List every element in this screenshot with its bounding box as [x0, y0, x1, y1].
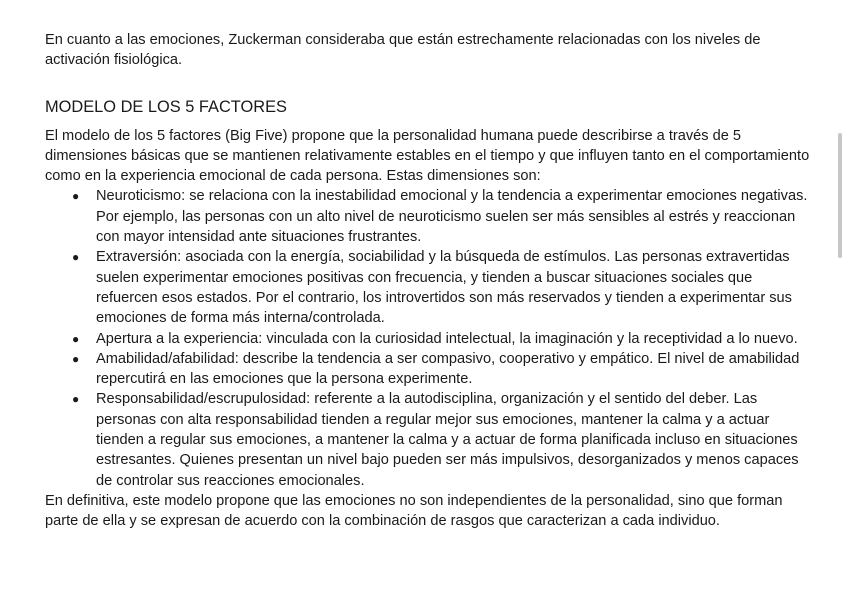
section-heading: MODELO DE LOS 5 FACTORES [45, 97, 287, 116]
vertical-scrollbar[interactable] [838, 133, 842, 258]
list-item-text: Apertura a la experiencia: vinculada con la curiosidad intelectual, la imaginación y la receptividad a lo nuevo. [96, 330, 798, 347]
list-item-extraversion [45, 247, 815, 328]
bullet-icon: ● [72, 351, 80, 366]
list-item-text: Amabilidad/afabilidad: describe la tendencia a ser compasivo, cooperativo y empático. El nivel de amabilidad repercutirá en las emociones que la persona experimente. [96, 350, 800, 388]
list-item-apertura [45, 329, 815, 349]
list-item-text: Extraversión: asociada con la energía, sociabilidad y la búsqueda de estímulos. Las personas extravertidas suelen experimentar emociones positivas con frecuencia, y tienden a buscar situaciones sociales que refuercen esos estados. Por el contrario, los introvertidos son más reservados y tienden a experimentar sus emociones de forma más interna/controlada. [96, 249, 792, 327]
lead-paragraph: El modelo de los 5 factores (Big Five) propone que la personalidad humana puede describirse a través de 5 dimensiones básicas que se mantienen relativamente estables en el tiempo y que influyen tanto en el comportamiento como en la experiencia emocional de cada persona. Estas dimensiones son: [45, 127, 810, 185]
list-item-neuroticismo [45, 186, 815, 247]
bullet-icon: ● [72, 250, 80, 265]
list-item-text: Responsabilidad/escrupulosidad: referente a la autodisciplina, organización y el sentido del deber. Las personas con alta responsabilidad tienden a regular mejor sus emociones, mantener la calma y a actuar tienden a regular sus emociones, a mantener la calma y a actuar de forma planificada incluso en situaciones estresantes. Quienes presentan un nivel bajo pueden ser más impulsivos, desorganizados y menos capaces de controlar sus reacciones emocionales. [96, 391, 799, 489]
bullet-icon: ● [72, 331, 80, 346]
factors-list [45, 186, 815, 490]
bullet-icon: ● [72, 189, 80, 204]
intro-paragraph: En cuanto a las emociones, Zuckerman consideraba que están estrechamente relacionadas con los niveles de activación fisiológica. [45, 32, 761, 69]
conclusion-paragraph: En definitiva, este modelo propone que las emociones no son independientes de la personalidad, sino que forman parte de ella y se expresan de acuerdo con la combinación de rasgos que caracterizan a cada individuo. [45, 492, 783, 530]
document-body [45, 30, 815, 532]
list-item-amabilidad [45, 349, 815, 390]
list-item-text: Neuroticismo: se relaciona con la inestabilidad emocional y la tendencia a experimentar emociones negativas. Por ejemplo, las personas con un alto nivel de neuroticismo suelen ser más sensibles al estrés y reaccionan con mayor intensidad ante situaciones frustrantes. [96, 188, 808, 246]
bullet-icon: ● [72, 392, 80, 407]
list-item-responsabilidad [45, 389, 815, 490]
